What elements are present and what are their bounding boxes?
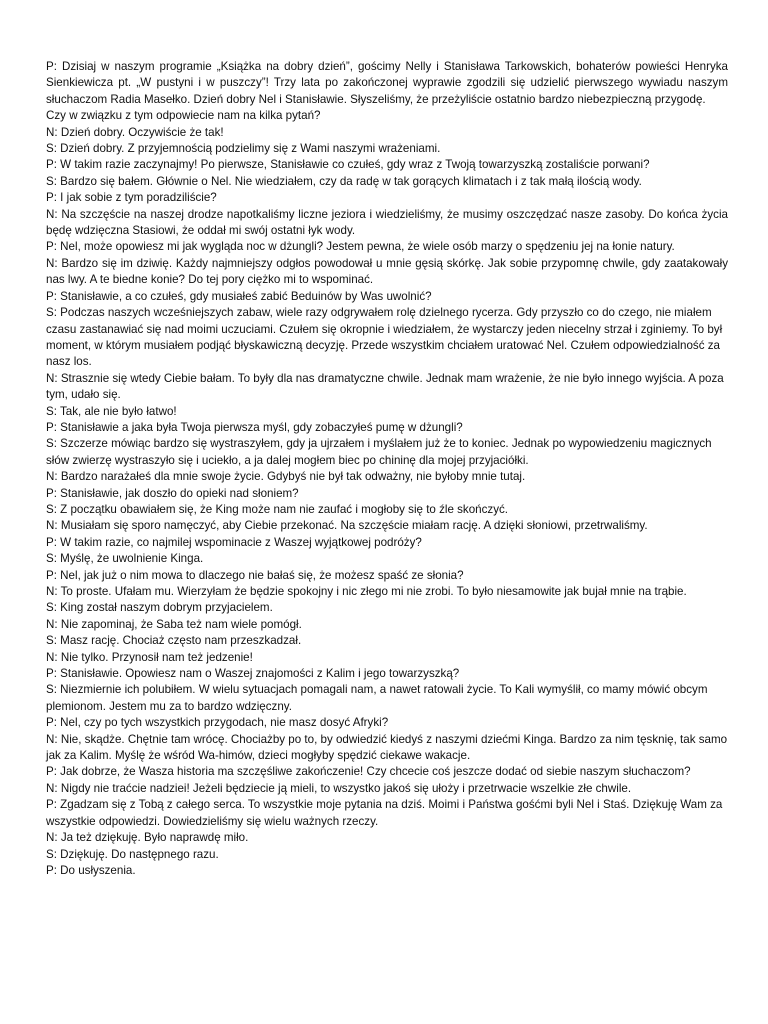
paragraph: N: To proste. Ufałam mu. Wierzyłam że będzie spokojny i nic złego mi nie zrobi. To było niesamowite jak bujał mnie na trąbie. <box>46 585 687 598</box>
paragraph: S: Tak, ale nie było łatwo! <box>46 404 177 418</box>
document-body <box>46 59 728 879</box>
paragraph: N: Dzień dobry. Oczywiście że tak! <box>46 125 224 139</box>
paragraph: P: W takim razie zaczynajmy! Po pierwsze, Stanisławie co czułeś, gdy wraz z Twoją towarzyszką zostaliście porwani? <box>46 158 650 172</box>
paragraph: S: Szczerze mówiąc bardzo się wystraszyłem, gdy ja ujrzałem i myślałem już że to koniec. Jednak po wypowiedzeniu magicznych słów zwierzę wystraszyło się i uciekło, a ja dalej mogłem biec po chininę dla mojej przyjaciółki. <box>46 437 712 467</box>
paragraph: S: Masz rację. Chociaż często nam przeszkadzał. <box>46 634 302 648</box>
paragraph: P: Zgadzam się z Tobą z całego serca. To wszystkie moje pytania na dziś. Moimi i Państwa gośćmi byli Nel i Staś. Dziękuję Wam za wszystkie odpowiedzi. Dowiedzieliśmy się wielu ważnych rzeczy. <box>46 798 723 828</box>
paragraph: P: Nel, jak już o nim mowa to dlaczego nie bałaś się, że możesz spaść ze słonia? <box>46 568 464 582</box>
paragraph: N: Strasznie się wtedy Ciebie bałam. To były dla nas dramatyczne chwile. Jednak mam wrażenie, że nie było innego wyjścia. A poza tym, udało się. <box>46 371 724 402</box>
paragraph: P: I jak sobie z tym poradziliście? <box>46 191 217 205</box>
paragraph: S: Bardzo się bałem. Głównie o Nel. Nie wiedziałem, czy da radę w tak gorących klimatach i z tak małą ilością wody. <box>46 174 642 188</box>
paragraph: P: Dzisiaj w naszym programie „Książka na dobry dzień”, gościmy Nelly i Stanisława Tarkowskich, bohaterów powieści Henryka Sienkiewicza pt. „W pustyni i w puszczy”! Trzy lata po zakończonej wyprawie zgodzili się udzielić pierwszego wywiadu naszym słuchaczom Radia Masełko. Dzień dobry Nel i Stanisławie. Słyszeliśmy, że przeżyliście ostatnio bardzo niebezpieczną przygodę. <box>46 60 728 106</box>
paragraph: P: Jak dobrze, że Wasza historia ma szczęśliwe zakończenie! Czy chcecie coś jeszcze dodać od siebie naszym słuchaczom? <box>46 765 691 779</box>
paragraph: P: Stanisławie a jaka była Twoja pierwsza myśl, gdy zobaczyłeś pumę w dżungli? <box>46 420 463 434</box>
paragraph: P: Stanisławie, jak doszło do opieki nad słoniem? <box>46 486 299 500</box>
paragraph: N: Bardzo narażałeś dla mnie swoje życie. Gdybyś nie był tak odważny, nie byłoby mnie tutaj. <box>46 470 526 484</box>
paragraph: N: Bardzo się im dziwię. Każdy najmniejszy odgłos powodował u mnie gęsią skórkę. Jak sobie przypomnę chwile, gdy zaatakowały nas lwy. A te biedne konie? Do tej pory ciężko mi to wspominać. <box>46 256 728 287</box>
paragraph: N: Na szczęście na naszej drodze napotkaliśmy liczne jeziora i wiedzieliśmy, że musimy oszczędzać nasze zasoby. Do końca życia będę wdzięczna Stasiowi, że oddał mi swój ostatni łyk wody. <box>46 207 728 238</box>
paragraph: S: Myślę, że uwolnienie Kinga. <box>46 552 204 566</box>
paragraph: S: Podczas naszych wcześniejszych zabaw, wiele razy odgrywałem rolę dzielnego rycerza. Gdy przyszło co do czego, nie miałem czasu zastanawiać się nad moimi uczuciami. Czułem się okropnie i wiedziałem, że wystarczy jeden niecelny strzał i zginiemy. To był moment, w którym musiałem podjąć błyskawiczną decyzję. Przede wszystkim chciałem uratować Nel. Czułem odpowiedzialność za nasz los. <box>46 306 723 369</box>
paragraph: N: Nie zapominaj, że Saba też nam wiele pomógł. <box>46 617 302 631</box>
paragraph: S: Z początku obawiałem się, że King może nam nie zaufać i mogłoby się to źle skończyć. <box>46 502 509 516</box>
paragraph: P: Stanisławie. Opowiesz nam o Waszej znajomości z Kalim i jego towarzyszką? <box>46 667 460 681</box>
paragraph: P: Nel, czy po tych wszystkich przygodach, nie masz dosyć Afryki? <box>46 716 389 730</box>
paragraph: S: King został naszym dobrym przyjacielem. <box>46 601 273 615</box>
paragraph: P: Do usłyszenia. <box>46 863 136 877</box>
paragraph: P: Stanisławie, a co czułeś, gdy musiałeś zabić Beduinów by Was uwolnić? <box>46 289 432 303</box>
paragraph: P: W takim razie, co najmilej wspominacie z Waszej wyjątkowej podróży? <box>46 535 422 549</box>
paragraph: S: Niezmiernie ich polubiłem. W wielu sytuacjach pomagali nam, a nawet ratowali życie. To Kali wymyślił, co mamy mówić obcym plemionom. Jestem mu za to bardzo wdzięczny. <box>46 683 708 713</box>
paragraph: N: Ja też dziękuję. Było naprawdę miło. <box>46 831 249 845</box>
paragraph: N: Nie, skądże. Chętnie tam wrócę. Chociażby po to, by odwiedzić kiedyś z naszymi dziećmi Kinga. Bardzo za nim tęsknię, tak samo jak za Kalim. Myślę że wśród Wa-himów, dzieci mogłyby spędzić ciekawe wakacje. <box>46 732 728 763</box>
paragraph: N: Nie tylko. Przynosił nam też jedzenie! <box>46 650 253 664</box>
paragraph: P: Nel, może opowiesz mi jak wygląda noc w dżungli? Jestem pewna, że wiele osób marzy o spędzeniu jej na łonie natury. <box>46 240 675 254</box>
paragraph: S: Dzień dobry. Z przyjemnością podzielimy się z Wami naszymi wrażeniami. <box>46 142 441 156</box>
paragraph: N: Musiałam się sporo namęczyć, aby Ciebie przekonać. Na szczęście miałam rację. A dzięki słoniowi, przetrwaliśmy. <box>46 519 648 533</box>
paragraph: S: Dziękuję. Do następnego razu. <box>46 847 219 861</box>
paragraph: Czy w związku z tym odpowiecie nam na kilka pytań? <box>46 109 321 123</box>
paragraph: N: Nigdy nie traćcie nadziei! Jeżeli będziecie ją mieli, to wszystko jakoś się ułoży i przetrwacie wszelkie złe chwile. <box>46 781 632 795</box>
